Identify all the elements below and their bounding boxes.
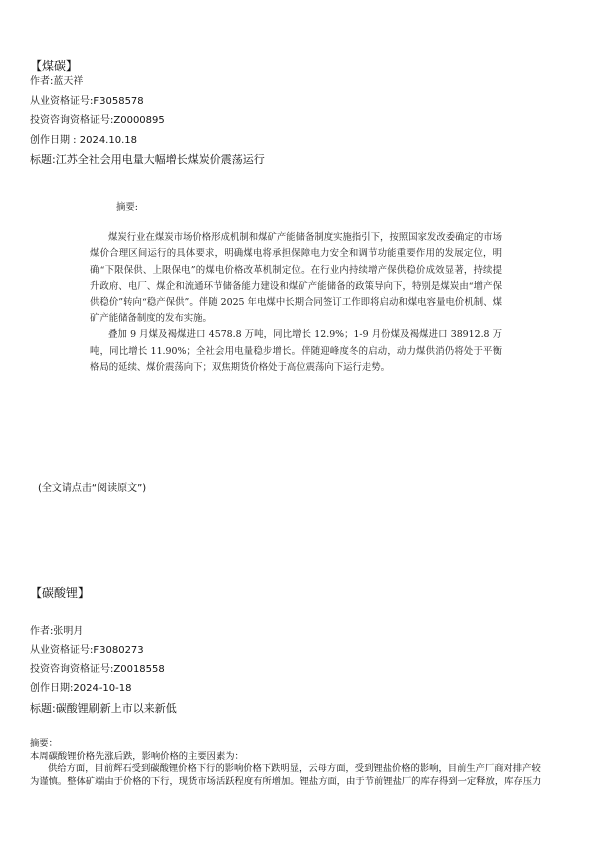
lithium-abstract bbox=[30, 738, 590, 788]
lithium-abstract-line-2: 供给方面，目前辉石受到碳酸锂价格下行的影响价格下跌明显，云母方面，受到锂盐价格的影响，目前生产厂商对排产较 bbox=[48, 763, 541, 775]
coal-license-1: 从业资格证号:F3058578 bbox=[30, 96, 144, 107]
coal-section-title: 【煤碳】 bbox=[30, 59, 79, 73]
lithium-license-1: 从业资格证号:F3080273 bbox=[30, 645, 144, 656]
lithium-author: 作者:张明月 bbox=[30, 626, 84, 637]
coal-abstract-para-2: 叠加 9 月煤及褐煤进口 4578.8 万吨，同比增长 12.9%；1-9 月份煤及褐煤进口 38912.8 万吨，同比增长 11.90%；全社会用电量稳步增长。伴随迎峰度冬的启动，动力煤供消仍将处于平衡格局的延续、煤价震荡向下；双焦期货价格处于高位震荡向下运行走势。 bbox=[90, 329, 502, 373]
lithium-abstract-line-3: 为谨慎。整体矿端由于价格的下行，现货市场活跃程度有所增加。锂盐方面，由于节前锂盐厂的库存得到一定释放，库存压力 bbox=[30, 775, 542, 787]
coal-license-2: 投资咨询资格证号:Z0000895 bbox=[30, 115, 165, 126]
coal-author: 作者:蓝天祥 bbox=[30, 76, 84, 87]
lithium-section-title: 【碳酸锂】 bbox=[30, 586, 91, 600]
coal-abstract-label: 摘要: bbox=[116, 202, 138, 213]
lithium-date: 创作日期:2024-10-18 bbox=[30, 683, 132, 694]
read-more-note: (全文请点击“阅读原文”) bbox=[38, 483, 147, 494]
lithium-abstract-label: 摘要： bbox=[30, 738, 58, 749]
lithium-license-2: 投资咨询资格证号:Z0018558 bbox=[30, 664, 165, 675]
coal-headline: 标题:江苏全社会用电量大幅增长煤炭价震荡运行 bbox=[30, 153, 265, 166]
lithium-headline: 标题:碳酸锂刷新上市以来新低 bbox=[30, 702, 177, 715]
coal-abstract-image bbox=[90, 200, 502, 376]
lithium-abstract-line-1: 本周碳酸锂价格先涨后跌，影响价格的主要因素为： bbox=[30, 750, 244, 762]
coal-date: 创作日期 : 2024.10.18 bbox=[30, 135, 137, 146]
coal-abstract-para-1: 煤炭行业在煤炭市场价格形成机制和煤矿产能储备制度实施指引下，按照国家发改委确定的市场煤价合理区间运行的具体要求，明确煤电将承担保障电力安全和调节功能重要作用的发展定位，明确“下限保供、上限保电”的煤电价格改革机制定位。在行业内持续增产保供稳价成效显著，持续提升政府、电厂、煤企和流通环节储备能力建设和煤矿产能储备的政策导向下，特别是煤炭由“增产保供稳价”转向“稳产保供”。伴随 2025 年电煤中长期合同签订工作即将启动和煤电容量电价机制、煤矿产能储备制度的发布实施。 bbox=[90, 232, 502, 325]
